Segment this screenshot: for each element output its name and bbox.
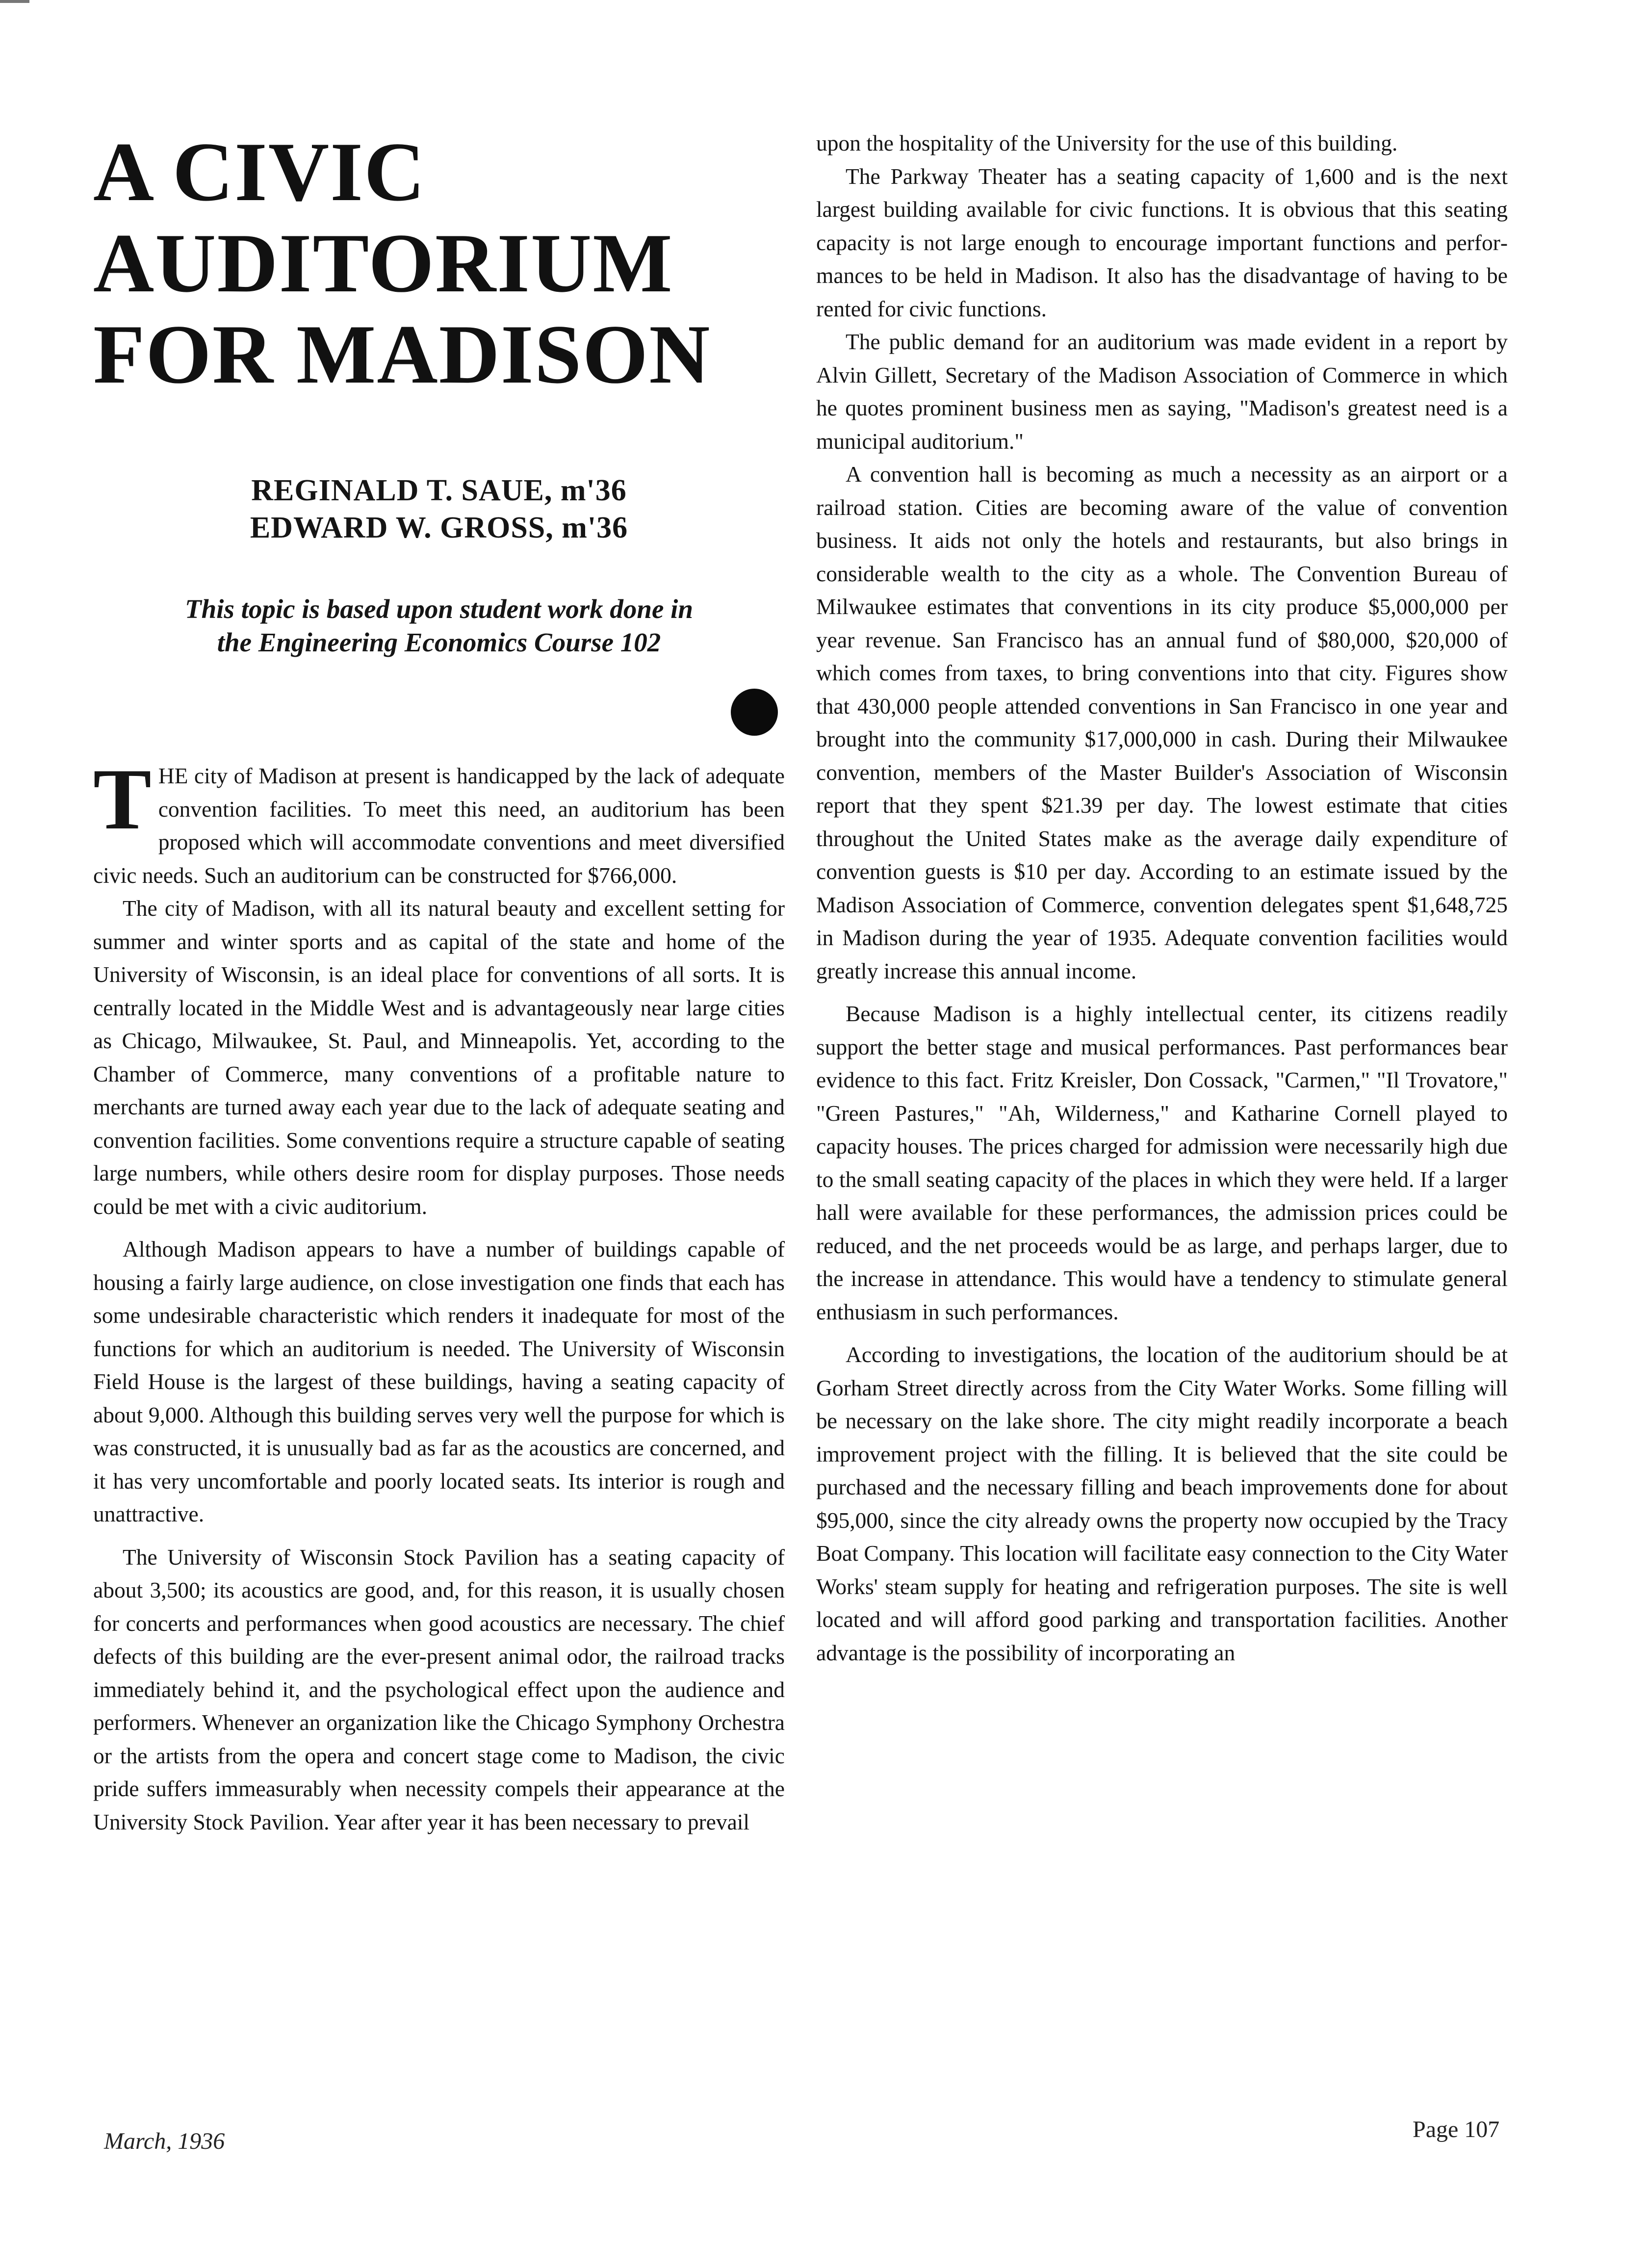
issue-date: March, 1936	[104, 2128, 225, 2154]
author-byline	[93, 472, 785, 546]
paragraph-text: HE city of Madison at present is handicapped by the lack of adequate convention facilities. To meet this need, an auditorium has been proposed which will accommodate conventions and meet diversified civic needs. Such an auditorium can be constructed for $766,000.	[93, 763, 785, 888]
title-line: FOR MADISON	[93, 308, 711, 401]
section-bullet-icon	[731, 689, 778, 736]
left-body-text	[93, 750, 785, 1838]
paragraph: The public demand for an auditorium was made evident in a report by Alvin Gillett, Secretary of the Madison Association of Commerce in which he quotes prominent business men as saying, "Madison's greatest need is a municipal auditorium."	[816, 329, 1508, 454]
paragraph: According to investigations, the location of the auditorium should be at Gorham Street directly across from the City Water Works. Some filling will be necessary on the lake shore. The city might readily incorporate a beach improvement project with the filling. It is believed that the site could be purchased and the necessary filling and beach improvements done for about $95,000, since the city already owns the property now occupied by the Tracy Boat Company. This location will facilitate easy connection to the City Water Works' steam supply for heating and refrigeration purposes. The site is well located and will afford good parking and transportation facilities. Another advantage is the possibility of incorporating an	[816, 1342, 1508, 1665]
paragraph	[93, 750, 785, 892]
paragraph: Although Madison appears to have a number of buildings capable of housing a fairly large audience, on close investigation one finds that each has some undesirable characteristic which renders it inadequate for most of the functions for which an auditorium is needed. The University of Wisconsin Field House is the largest of these buildings, having a seating capacity of about 9,000. Although this building serves very well the purpose for which is was constructed, it is unusually bad as far as the acoustics are concerned, and it has very uncomfortable and poorly located seats. Its interior is rough and unattractive.	[93, 1237, 785, 1526]
paragraph: upon the hospitality of the University for the use of this building.	[816, 130, 1398, 155]
editorial-note	[93, 593, 785, 659]
title-line: AUDITORIUM	[93, 217, 673, 310]
note-line: the Engineering Economics Course 102	[217, 627, 661, 657]
paragraph: The University of Wisconsin Stock Pavilion has a seating capacity of about 3,500; its acoustics are good, and, for this reason, it is usually chosen for concerts and performances when good acoustics are necessary. The chief defects of this building are the ever-present animal odor, the railroad tracks immediately behind it, and the psychological effect upon the audience and performers. Whenever an organization like the Chicago Symphony Orchestra or the artists from the opera and concert stage come to Madison, the civic pride suffers immeasurably when necessity compels their appearance at the University Stock Pavilion. Year after year it has been necessary to prevail	[93, 1544, 785, 1834]
paragraph: Because Madison is a highly intellectual center, its citizens readily support the better stage and musical performances. Past performances bear evidence to this fact. Fritz Kreisler, Don Cossack, "Carmen," "Il Trovatore," "Green Pastures," "Ah, Wilderness," and Katharine Cornell played to capacity houses. The prices charged for admission were necessarily high due to the small seating capacity of the places in which they were held. If a larger hall were available for these performances, the admission prices could be reduced, and the net proceeds would be as large, and perhaps larger, due to the increase in attendance. This would have a tendency to stimulate general enthusiasm in such performances.	[816, 1001, 1508, 1324]
paragraph: A convention hall is becoming as much a necessity as an airport or a railroad station. Cities are becoming aware of the value of convention business. It aids not only the hotels and restaurants, but also brings in considerable wealth to the city as a whole. The Convention Bureau of Milwaukee estimates that conventions in its city produce $5,000,000 per year revenue. San Francisco has an annual fund of $80,000, $20,000 of which comes from taxes, to bring conventions into that city. Figures show that 430,000 people attended conventions in San Francisco in one year and brought into the community $17,000,000 in cash. During their Milwaukee convention, members of the Master Builder's Association of Wisconsin report that they spent $21.39 per day. The lowest estimate that cities throughout the United States make as the average daily expenditure of convention guests is $10 per day. According to an estimate issued by the Madison Association of Commerce, convention delegates spent $1,648,725 in Madison during the year of 1935. Adequate convention facilities would greatly increase this annual income.	[816, 462, 1508, 983]
right-column	[816, 127, 1508, 1669]
left-column	[93, 127, 785, 1838]
scan-corner-mark	[0, 0, 29, 3]
article-title	[93, 127, 785, 400]
author-name: EDWARD W. GROSS, m'36	[250, 511, 628, 544]
title-line: A CIVIC	[93, 126, 426, 219]
paragraph: The Parkway Theater has a seating capacity of 1,600 and is the next largest building available for civic functions. It is obvious that this seating capacity is not large enough to encourage important functions and performances to be held in Madison. It also has the disadvantage of having to be rented for civic functions.	[816, 163, 1508, 321]
author-name: REGINALD T. SAUE, m'36	[251, 474, 627, 507]
note-line: This topic is based upon student work done in	[184, 594, 694, 624]
drop-cap: T	[93, 750, 152, 848]
paragraph: The city of Madison, with all its natural beauty and excellent setting for summer and winter sports and as capital of the state and home of the University of Wisconsin, is an ideal place for conventions of all sorts. It is centrally located in the Middle West and is advantageously near large cities as Chicago, Milwaukee, St. Paul, and Minneapolis. Yet, according to the Chamber of Commerce, many conventions of a profitable nature to merchants are turned away each year due to the lack of adequate seating and convention facilities. Some conventions require a structure capable of seating large numbers, while others desire room for display purposes. Those needs could be met with a civic auditorium.	[93, 896, 785, 1219]
page-number: Page 107	[1413, 2116, 1500, 2142]
